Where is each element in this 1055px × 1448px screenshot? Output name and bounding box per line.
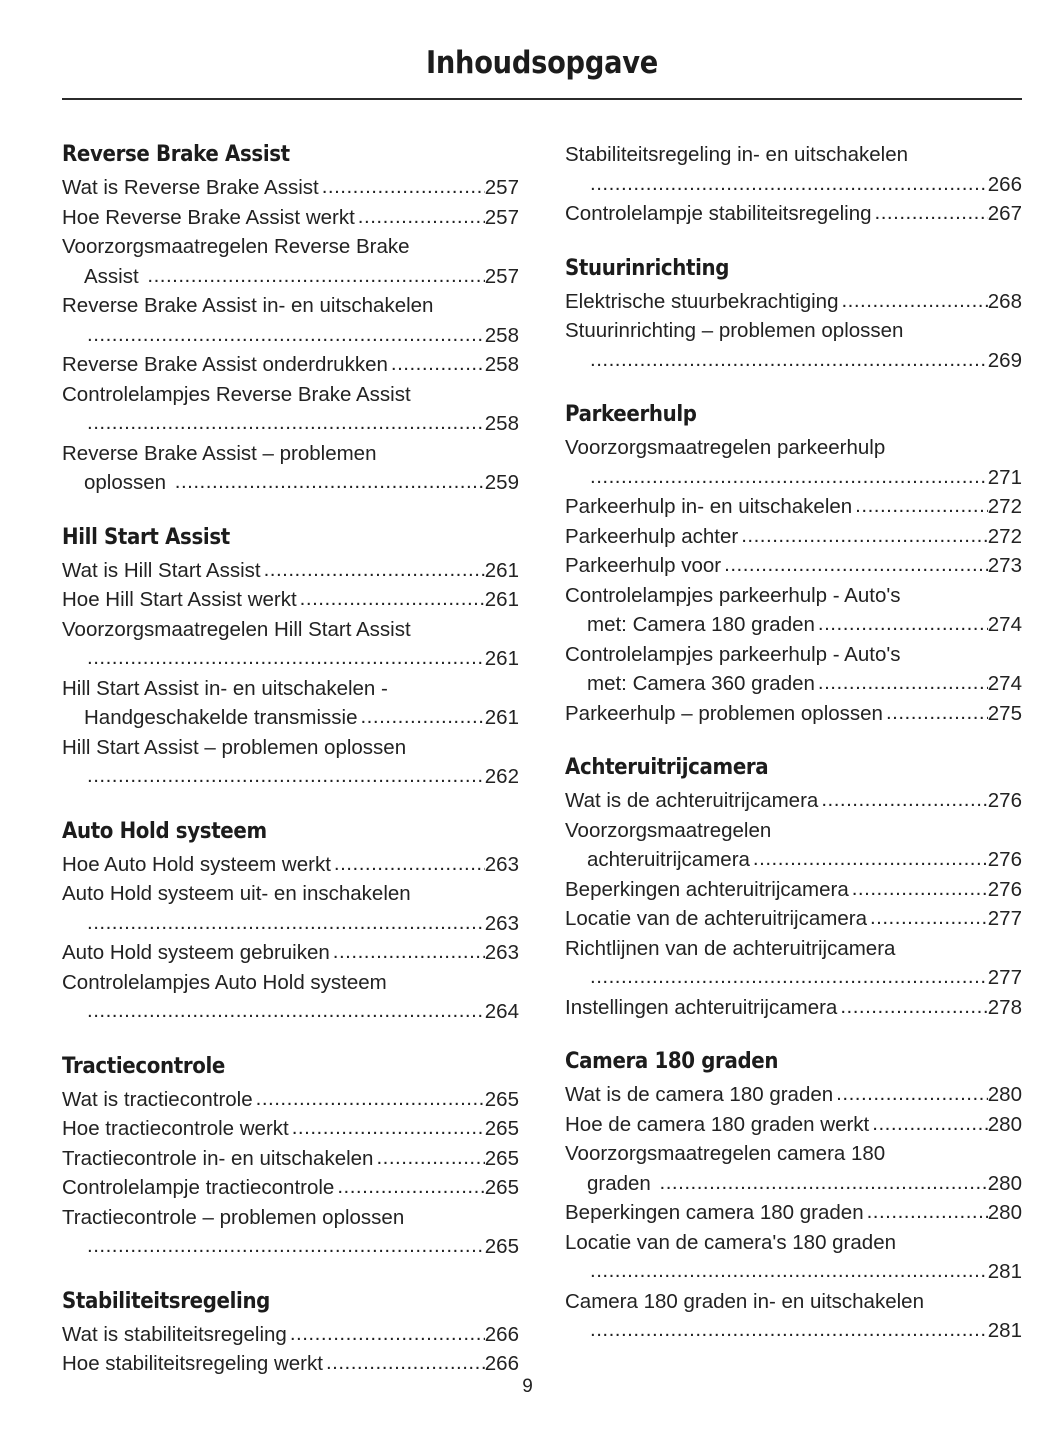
toc-entry-line <box>62 1085 519 1115</box>
toc-page-number: 258 <box>484 353 519 376</box>
leader-dots <box>256 1084 485 1114</box>
toc-page-number: 277 <box>987 966 1022 989</box>
toc-entry[interactable] <box>62 585 519 615</box>
section-heading: Camera 180 graden <box>565 1049 779 1074</box>
toc-entry-line <box>62 173 519 203</box>
toc-page-number: 261 <box>484 558 519 582</box>
toc-section <box>565 254 1022 376</box>
toc-entry-text: Wat is Hill Start Assist <box>62 558 261 582</box>
title-divider <box>62 98 1022 100</box>
toc-entry-text: Wat is de camera 180 graden <box>565 1083 834 1106</box>
toc-section <box>565 1047 1022 1346</box>
leader-dots <box>660 1168 988 1198</box>
toc-entry-text: Voorzorgsmaatregelen camera 180 <box>565 1142 886 1165</box>
toc-entry-text: Locatie van de camera's 180 graden <box>565 1230 896 1254</box>
leader-dots <box>590 462 988 492</box>
toc-entry[interactable] <box>565 640 1022 699</box>
toc-entry-line <box>565 492 1022 522</box>
toc-page-number: 258 <box>484 323 519 347</box>
toc-entry-continuation <box>565 463 1022 493</box>
toc-entry[interactable] <box>565 786 1022 816</box>
toc-entry[interactable] <box>62 1320 519 1350</box>
leader-dots <box>333 937 485 967</box>
toc-entry-continuation <box>62 703 519 733</box>
toc-entry-text: Voorzorgsmaatregelen Reverse Brake <box>62 235 410 258</box>
leader-dots <box>334 849 485 879</box>
toc-entry-text: Tractiecontrole – problemen oplossen <box>62 1205 405 1229</box>
toc-entry-line <box>565 1198 1022 1228</box>
toc-entry-text: Voorzorgsmaatregelen Hill Start Assist <box>62 617 411 641</box>
toc-entry-text: Handgeschakelde transmissie <box>84 706 358 729</box>
toc-entry-text: Hoe Reverse Brake Assist werkt <box>62 205 355 229</box>
toc-entry-line <box>565 1110 1022 1140</box>
toc-entry-line <box>62 1349 519 1379</box>
toc-entry[interactable] <box>62 968 519 1027</box>
toc-entry[interactable] <box>565 904 1022 934</box>
toc-section <box>62 1287 519 1379</box>
toc-entry-text: Hill Start Assist – problemen oplossen <box>62 735 407 759</box>
leader-dots <box>590 345 988 375</box>
leader-dots <box>841 286 987 316</box>
toc-entry-text: Hill Start Assist in- en uitschakelen - <box>62 676 388 700</box>
toc-entry-text: Voorzorgsmaatregelen parkeerhulp <box>565 436 886 459</box>
toc-section <box>565 753 1022 1022</box>
toc-page-number: 267 <box>987 202 1022 225</box>
leader-dots <box>886 698 988 728</box>
section-heading: Tractiecontrole <box>62 1053 225 1079</box>
leader-dots <box>741 521 988 551</box>
leader-dots <box>590 1256 988 1286</box>
leader-dots <box>300 584 485 614</box>
toc-entry-continuation <box>565 610 1022 640</box>
toc-entry-line <box>565 816 1022 846</box>
toc-entry[interactable] <box>62 850 519 880</box>
toc-page-number: 257 <box>484 205 519 229</box>
toc-entry-line <box>62 1203 519 1233</box>
section-heading: Stabiliteitsregeling <box>62 1288 270 1314</box>
toc-entry-continuation <box>62 321 519 351</box>
toc-entry-text: Controlelampjes parkeerhulp - Auto's <box>565 583 901 607</box>
leader-dots <box>292 1113 485 1143</box>
toc-entry[interactable] <box>62 1203 519 1262</box>
toc-page-number: 263 <box>484 911 519 935</box>
toc-section <box>62 523 519 792</box>
toc-page-number: 261 <box>484 706 519 729</box>
page-folio: 9 <box>522 1376 533 1397</box>
toc-entry[interactable] <box>62 232 519 291</box>
toc-entry[interactable] <box>62 1085 519 1115</box>
toc-entry-text: Parkeerhulp in- en uitschakelen <box>565 495 853 518</box>
toc-entry[interactable] <box>565 1228 1022 1287</box>
toc-entry-text: Instellingen achteruitrijcamera <box>565 995 838 1019</box>
toc-entry-continuation <box>62 909 519 939</box>
toc-section <box>62 817 519 1027</box>
toc-entry-line <box>565 640 1022 670</box>
section-heading: Hill Start Assist <box>62 524 230 550</box>
toc-entry-text: Hoe Hill Start Assist werkt <box>62 588 297 611</box>
toc-entry[interactable] <box>565 1080 1022 1110</box>
toc-page-number: 273 <box>987 554 1022 577</box>
toc-entry-continuation <box>62 1232 519 1262</box>
toc-section <box>565 400 1022 728</box>
toc-entry-text: Hoe stabiliteitsregeling werkt <box>62 1352 323 1375</box>
toc-entry[interactable] <box>62 674 519 733</box>
toc-entry-continuation <box>565 845 1022 875</box>
toc-entry-line <box>62 615 519 645</box>
toc-page-number: 265 <box>484 1235 519 1258</box>
toc-entry-text: Assist <box>84 264 145 288</box>
toc-entry-line <box>62 585 519 615</box>
toc-entry-continuation <box>62 468 519 498</box>
toc-entry-line <box>565 581 1022 611</box>
leader-dots <box>87 320 485 350</box>
toc-entry-text: Hoe Auto Hold systeem werkt <box>62 852 331 876</box>
toc-entry-text: Controlelampje tractiecontrole <box>62 1176 335 1199</box>
toc-entry-text: Controlelampjes parkeerhulp - Auto's <box>565 642 901 666</box>
leader-dots <box>724 550 988 580</box>
toc-entry-line <box>565 1287 1022 1317</box>
leader-dots <box>840 992 987 1022</box>
toc-entry-line <box>62 733 519 763</box>
toc-entry[interactable] <box>565 934 1022 993</box>
toc-entry-continuation <box>62 409 519 439</box>
toc-entry-text: Parkeerhulp achter <box>565 524 739 548</box>
toc-entry-line <box>62 1114 519 1144</box>
leader-dots <box>87 761 485 791</box>
toc-entry-line <box>62 1144 519 1174</box>
toc-entry-line <box>62 938 519 968</box>
section-heading: Auto Hold systeem <box>62 818 267 844</box>
toc-entry[interactable] <box>62 1114 519 1144</box>
toc-page-number: 257 <box>484 264 519 288</box>
toc-entry-text: Controlelampje stabiliteitsregeling <box>565 202 872 225</box>
toc-entry-line <box>62 556 519 586</box>
toc-entry-line <box>62 232 519 262</box>
toc-entry-line <box>565 786 1022 816</box>
toc-entry[interactable] <box>62 350 519 380</box>
toc-page-number: 276 <box>987 789 1022 812</box>
leader-dots <box>147 261 484 291</box>
toc-entry[interactable] <box>565 433 1022 492</box>
section-heading: Reverse Brake Assist <box>62 142 290 167</box>
toc-column <box>62 140 519 1379</box>
toc-entry-line <box>62 291 519 321</box>
toc-entry-text: Beperkingen achteruitrijcamera <box>565 877 849 901</box>
toc-entry[interactable] <box>565 699 1022 729</box>
toc-entry-continuation <box>62 997 519 1027</box>
toc-entry-text: met: Camera 360 graden <box>587 672 815 695</box>
toc-entry-continuation <box>565 1169 1022 1199</box>
toc-entry-text: Stabiliteitsregeling in- en uitschakelen <box>565 143 909 166</box>
toc-entry-line <box>565 875 1022 905</box>
toc-page-number: 261 <box>484 647 519 670</box>
toc-entry-line <box>62 439 519 469</box>
toc-entry-text: graden <box>587 1171 657 1195</box>
toc-entry-line <box>565 199 1022 229</box>
toc-page-number: 257 <box>484 176 519 199</box>
leader-dots <box>337 1172 484 1202</box>
toc-page-number: 274 <box>987 672 1022 695</box>
toc-entry-line <box>565 433 1022 463</box>
toc-entry[interactable] <box>62 1349 519 1379</box>
toc-entry[interactable] <box>62 938 519 968</box>
toc-entry-line <box>565 287 1022 317</box>
toc-entry-text: Wat is stabiliteitsregeling <box>62 1322 287 1346</box>
toc-entry[interactable] <box>62 380 519 439</box>
toc-entry[interactable] <box>62 439 519 498</box>
toc-entry-line <box>62 350 519 380</box>
toc-page-number: 265 <box>484 1117 519 1140</box>
toc-entry-line <box>62 1173 519 1203</box>
leader-dots <box>870 903 988 933</box>
toc-entry-continuation <box>62 644 519 674</box>
toc-entry-text: Camera 180 graden in- en uitschakelen <box>565 1289 924 1313</box>
toc-entry-line <box>565 316 1022 346</box>
toc-entry-text: oplossen <box>84 471 172 494</box>
toc-entry-text: Wat is tractiecontrole <box>62 1087 253 1111</box>
toc-entry-text: Reverse Brake Assist onderdrukken <box>62 353 388 376</box>
toc-entry-text: Wat is Reverse Brake Assist <box>62 176 319 199</box>
toc-entry-text: Richtlijnen van de achteruitrijcamera <box>565 936 896 960</box>
toc-entry[interactable] <box>565 492 1022 522</box>
toc-page-number: 265 <box>484 1176 519 1199</box>
leader-dots <box>872 1109 988 1139</box>
toc-entry-text: Auto Hold systeem uit- en inschakelen <box>62 882 411 905</box>
page-title: Inhoudsopgave <box>426 45 658 81</box>
leader-dots <box>87 908 485 938</box>
toc-entry-line <box>565 993 1022 1023</box>
toc-entry[interactable] <box>565 199 1022 229</box>
toc-page-number: 281 <box>987 1260 1022 1283</box>
toc-entry-text: Reverse Brake Assist in- en uitschakelen <box>62 294 434 317</box>
toc-entry-line <box>565 1228 1022 1258</box>
leader-dots <box>290 1319 485 1349</box>
toc-entry-text: Voorzorgsmaatregelen <box>565 818 772 842</box>
toc-page-number: 274 <box>987 613 1022 636</box>
toc-entry[interactable] <box>565 875 1022 905</box>
section-heading: Stuurinrichting <box>565 255 730 281</box>
toc-entry-text: Locatie van de achteruitrijcamera <box>565 907 867 930</box>
toc-page-number: 268 <box>987 289 1022 313</box>
toc-entry-line <box>62 380 519 410</box>
toc-entry-continuation <box>565 1257 1022 1287</box>
toc-section <box>62 140 519 498</box>
leader-dots <box>855 491 988 521</box>
toc-page-number: 261 <box>484 588 519 611</box>
leader-dots <box>590 962 988 992</box>
toc-entry-continuation <box>62 262 519 292</box>
toc-page-number: 280 <box>987 1201 1022 1224</box>
toc-entry-text: Tractiecontrole in- en uitschakelen <box>62 1146 374 1170</box>
toc-entry[interactable] <box>565 993 1022 1023</box>
toc-entry-line <box>565 1080 1022 1110</box>
toc-entry[interactable] <box>62 173 519 203</box>
toc-page-number: 280 <box>987 1171 1022 1195</box>
toc-page-number: 266 <box>987 172 1022 196</box>
toc-entry-line <box>565 140 1022 170</box>
toc-entry[interactable] <box>62 556 519 586</box>
section-heading: Parkeerhulp <box>565 402 697 427</box>
leader-dots <box>175 467 485 497</box>
toc-entry[interactable] <box>565 581 1022 640</box>
toc-entry-continuation <box>565 963 1022 993</box>
toc-page-number: 276 <box>987 877 1022 901</box>
toc-page-number: 276 <box>987 848 1022 871</box>
toc-entry[interactable] <box>62 1144 519 1174</box>
toc-page-number: 278 <box>987 995 1022 1019</box>
toc-column <box>565 140 1022 1379</box>
toc-page-number: 269 <box>987 348 1022 372</box>
leader-dots <box>753 844 988 874</box>
section-heading: Achteruitrijcamera <box>565 755 769 780</box>
toc-page-number: 266 <box>484 1352 519 1375</box>
toc-entry[interactable] <box>565 522 1022 552</box>
toc-entry[interactable] <box>62 615 519 674</box>
toc-section <box>565 140 1022 229</box>
leader-dots <box>821 785 987 815</box>
leader-dots <box>322 172 485 202</box>
toc-entry-line <box>565 522 1022 552</box>
toc-page-number: 272 <box>987 495 1022 518</box>
leader-dots <box>836 1079 988 1109</box>
leader-dots <box>326 1348 485 1378</box>
toc-entry-line <box>565 551 1022 581</box>
toc-entry-text: Controlelampjes Reverse Brake Assist <box>62 382 411 406</box>
toc-page-number: 272 <box>987 524 1022 548</box>
leader-dots <box>87 643 485 673</box>
toc-entry-continuation <box>565 669 1022 699</box>
leader-dots <box>376 1143 484 1173</box>
leader-dots <box>818 609 988 639</box>
toc-page-number: 271 <box>987 465 1022 489</box>
toc-page-number: 275 <box>987 701 1022 725</box>
leader-dots <box>87 1231 485 1261</box>
toc-entry-text: Parkeerhulp – problemen oplossen <box>565 701 883 725</box>
toc-entry[interactable] <box>565 140 1022 199</box>
leader-dots <box>852 874 988 904</box>
toc-entry-text: met: Camera 180 graden <box>587 613 815 636</box>
toc-page-number: 262 <box>484 765 519 788</box>
toc-page-number: 264 <box>484 1000 519 1023</box>
toc-entry-text: Controlelampjes Auto Hold systeem <box>62 970 387 994</box>
toc-entry-continuation <box>62 762 519 792</box>
toc-entry[interactable] <box>62 733 519 792</box>
leader-dots <box>590 1315 988 1345</box>
toc-page-number: 265 <box>484 1087 519 1111</box>
leader-dots <box>87 996 485 1026</box>
toc-columns <box>62 140 1022 1379</box>
toc-entry-line <box>565 699 1022 729</box>
toc-entry-continuation <box>565 346 1022 376</box>
toc-entry-text: Elektrische stuurbekrachtiging <box>565 289 839 313</box>
toc-entry-text: Wat is de achteruitrijcamera <box>565 789 819 812</box>
toc-entry-line <box>62 1320 519 1350</box>
toc-entry-line <box>62 968 519 998</box>
toc-entry-text: Parkeerhulp voor <box>565 554 722 577</box>
toc-entry[interactable] <box>62 1173 519 1203</box>
toc-page-number: 259 <box>484 471 519 494</box>
toc-entry-line <box>565 934 1022 964</box>
toc-entry[interactable] <box>565 1198 1022 1228</box>
leader-dots <box>87 408 485 438</box>
leader-dots <box>264 555 485 585</box>
toc-page-number: 258 <box>484 412 519 435</box>
toc-entry-continuation <box>565 1316 1022 1346</box>
leader-dots <box>867 1197 988 1227</box>
toc-page-number: 281 <box>987 1319 1022 1342</box>
toc-entry-text: Reverse Brake Assist – problemen <box>62 441 377 465</box>
toc-entry[interactable] <box>565 316 1022 375</box>
leader-dots <box>391 349 485 379</box>
toc-entry[interactable] <box>565 1139 1022 1198</box>
toc-entry[interactable] <box>565 816 1022 875</box>
toc-entry-line <box>62 850 519 880</box>
toc-entry-line <box>565 904 1022 934</box>
toc-entry[interactable] <box>62 879 519 938</box>
toc-section <box>62 1052 519 1262</box>
toc-entry-line <box>565 1139 1022 1169</box>
toc-entry[interactable] <box>62 291 519 350</box>
toc-page-number: 263 <box>484 852 519 876</box>
toc-entry-text: Auto Hold systeem gebruiken <box>62 941 330 964</box>
toc-page-number: 280 <box>987 1083 1022 1106</box>
toc-page-number: 277 <box>987 907 1022 930</box>
toc-entry[interactable] <box>565 287 1022 317</box>
toc-entry[interactable] <box>62 203 519 233</box>
toc-entry-line <box>62 203 519 233</box>
toc-page-number: 280 <box>987 1112 1022 1136</box>
toc-entry-text: Beperkingen camera 180 graden <box>565 1201 864 1224</box>
toc-entry[interactable] <box>565 551 1022 581</box>
toc-page-number: 263 <box>484 941 519 964</box>
leader-dots <box>358 202 485 232</box>
toc-entry-text: achteruitrijcamera <box>587 848 750 871</box>
toc-entry-text: Hoe tractiecontrole werkt <box>62 1117 289 1140</box>
toc-page-number: 265 <box>484 1146 519 1170</box>
toc-page-number: 266 <box>484 1322 519 1346</box>
toc-entry-line <box>62 879 519 909</box>
toc-entry-line <box>62 674 519 704</box>
toc-entry-text: Hoe de camera 180 graden werkt <box>565 1112 870 1136</box>
leader-dots <box>875 198 988 228</box>
toc-entry-continuation <box>565 170 1022 200</box>
leader-dots <box>590 169 988 199</box>
toc-entry-text: Stuurinrichting – problemen oplossen <box>565 319 904 342</box>
toc-entry[interactable] <box>565 1287 1022 1346</box>
leader-dots <box>360 702 484 732</box>
leader-dots <box>818 668 988 698</box>
toc-entry[interactable] <box>565 1110 1022 1140</box>
